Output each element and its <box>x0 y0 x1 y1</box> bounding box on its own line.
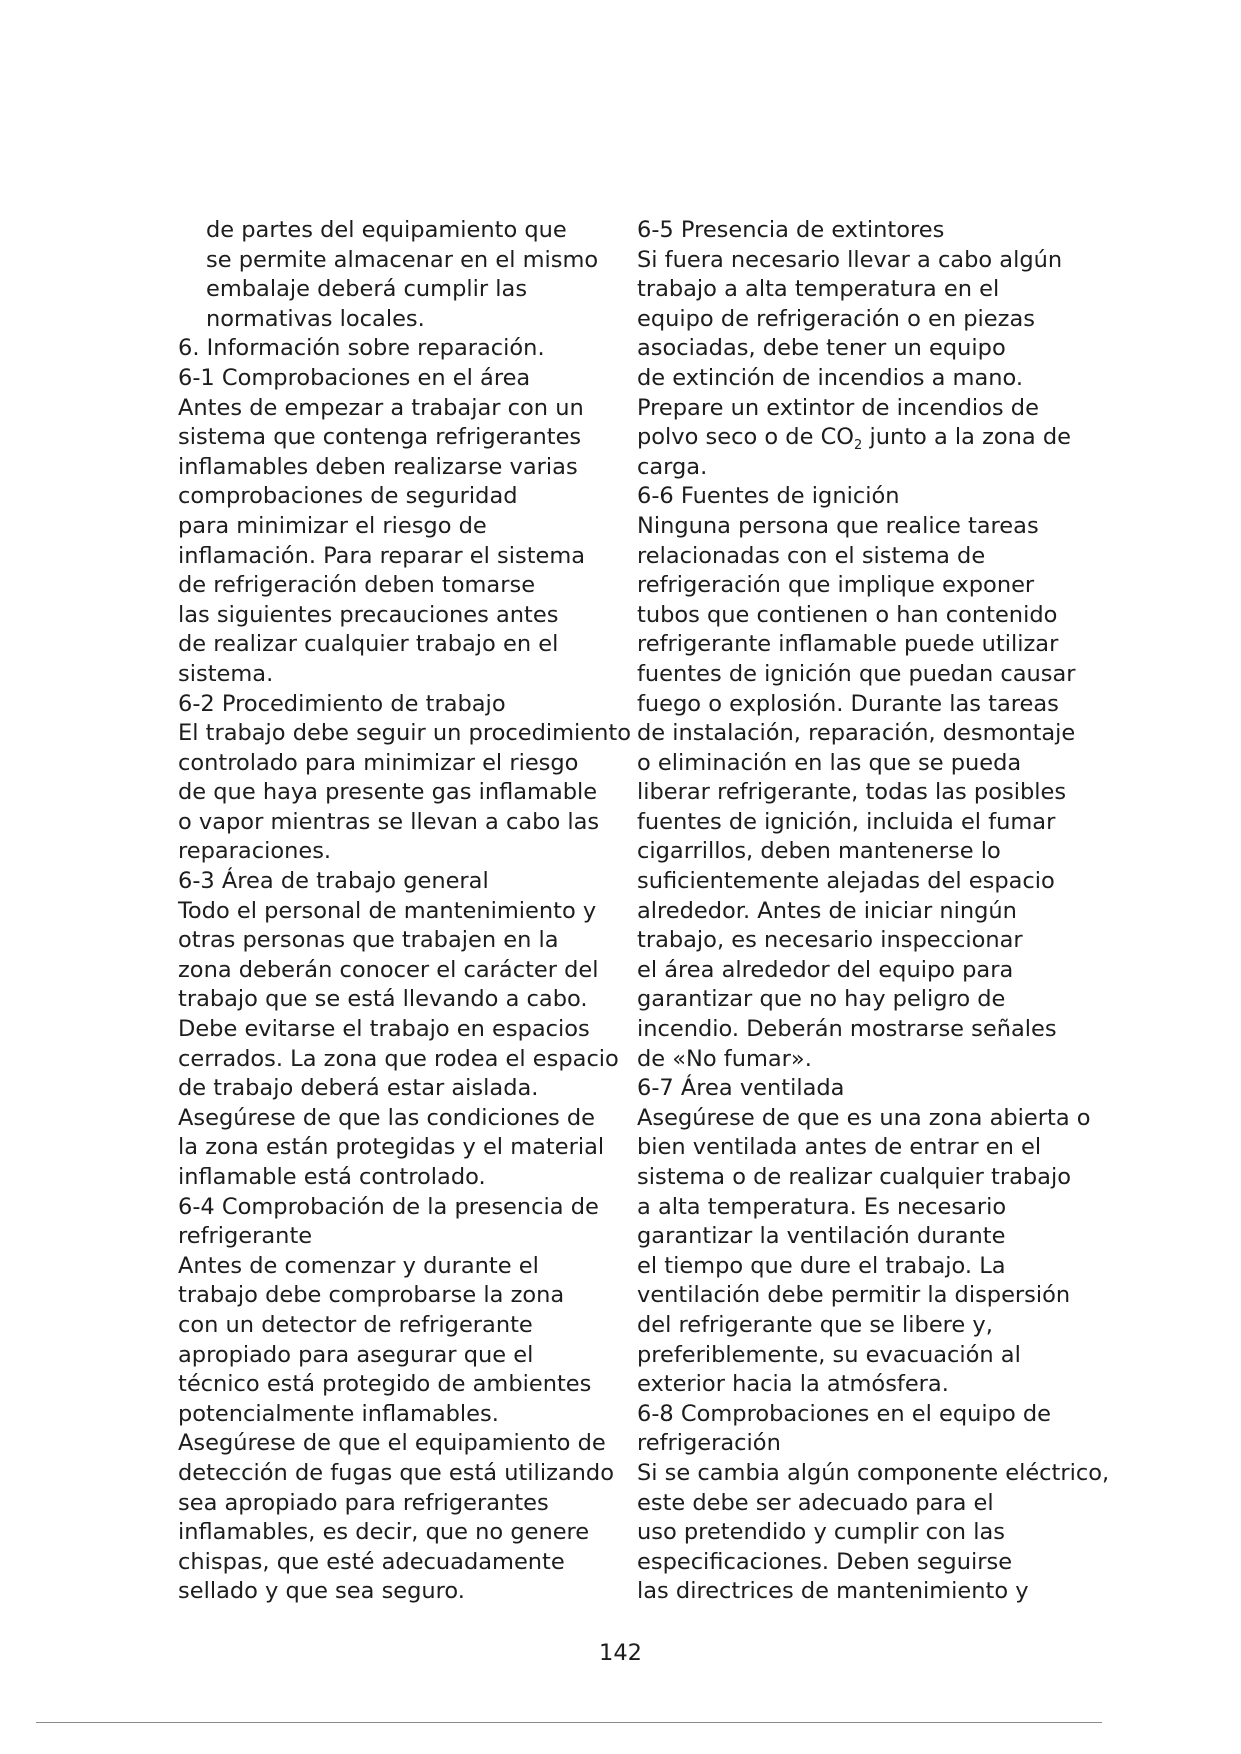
text-line: Asegúrese de que es una zona abierta o <box>637 1104 1091 1131</box>
text-line: chispas, que esté adecuadamente <box>178 1548 565 1575</box>
text-line: este debe ser adecuado para el <box>637 1489 994 1516</box>
section-6-6-heading: 6-6 Fuentes de ignición <box>637 483 900 510</box>
heading-line: 6-4 Comprobación de la presencia de <box>178 1193 599 1220</box>
text-line: de realizar cualquier trabajo en el <box>178 631 559 658</box>
text-line: Ninguna persona que realice tareas <box>637 512 1039 539</box>
text-line: del refrigerante que se libere y, <box>637 1311 993 1338</box>
text-line: de extinción de incendios a mano. <box>637 364 1024 391</box>
text-line: las siguientes precauciones antes <box>178 601 559 628</box>
text-line: liberar refrigerante, todas las posibles <box>637 779 1067 806</box>
text-line: Asegúrese de que el equipamiento de <box>178 1430 606 1457</box>
co2-text-after: junto a la zona de <box>862 424 1071 451</box>
text-line: zona deberán conocer el carácter del <box>178 956 599 983</box>
text-line: reparaciones. <box>178 838 332 865</box>
text-line: Todo el personal de mantenimiento y <box>178 897 597 924</box>
text-line: sistema que contenga refrigerantes <box>178 424 582 451</box>
text-line: El trabajo debe seguir un procedimiento <box>178 720 631 747</box>
text-line: especificaciones. Deben seguirse <box>637 1548 1013 1575</box>
text-line: cigarrillos, deben mantenerse lo <box>637 838 1001 865</box>
text-line: embalaje deberá cumplir las <box>206 276 528 303</box>
text-line: inflamación. Para reparar el sistema <box>178 542 586 569</box>
text-line: la zona están protegidas y el material <box>178 1134 605 1161</box>
text-line: relacionadas con el sistema de <box>637 542 986 569</box>
text-line: carga. <box>637 453 708 480</box>
text-line: ventilación debe permitir la dispersión <box>637 1282 1071 1309</box>
text-line: refrigeración que implique exponer <box>637 572 1035 599</box>
text-line: el área alrededor del equipo para <box>637 956 1014 983</box>
section-6-1-heading: 6-1 Comprobaciones en el área <box>178 364 531 391</box>
page-number: 142 <box>599 1640 642 1666</box>
text-line: trabajo, es necesario inspeccionar <box>637 927 1023 954</box>
co2-line <box>637 423 1087 454</box>
heading-line: 6-8 Comprobaciones en el equipo de <box>637 1400 1051 1427</box>
text-line: Asegúrese de que las condiciones de <box>178 1104 595 1131</box>
left-column <box>178 216 630 1607</box>
section-6-8-paragraph <box>637 1459 1110 1607</box>
text-line: normativas locales. <box>206 305 425 332</box>
text-line: fuego o explosión. Durante las tareas <box>637 690 1059 717</box>
text-line: se permite almacenar en el mismo <box>206 246 599 273</box>
section-6-8-heading <box>637 1400 1087 1459</box>
text-line: inflamables deben realizarse varias <box>178 453 578 480</box>
text-line: de «No fumar». <box>637 1045 812 1072</box>
text-line: asociadas, debe tener un equipo <box>637 335 1006 362</box>
text-line: de instalación, reparación, desmontaje <box>637 720 1076 747</box>
text-line: o vapor mientras se llevan a cabo las <box>178 808 600 835</box>
text-line: alrededor. Antes de iniciar ningún <box>637 897 1017 924</box>
text-line: garantizar que no hay peligro de <box>637 986 1006 1013</box>
text-line: fuentes de ignición que puedan causar <box>637 660 1076 687</box>
text-line: trabajo que se está llevando a cabo. <box>178 986 588 1013</box>
text-line: controlado para minimizar el riesgo <box>178 749 579 776</box>
section-6-7-heading: 6-7 Área ventilada <box>637 1075 845 1102</box>
intro-paragraph <box>178 216 630 334</box>
text-line: de refrigeración deben tomarse <box>178 572 536 599</box>
text-line: Debe evitarse el trabajo en espacios <box>178 1016 590 1043</box>
section-6-5-paragraph <box>637 246 1087 483</box>
co2-subscript: 2 <box>854 438 863 454</box>
text-line: de trabajo deberá estar aislada. <box>178 1075 539 1102</box>
section-6-2-paragraph <box>178 719 630 867</box>
section-6-7-paragraph <box>637 1104 1091 1400</box>
text-line: refrigerante inflamable puede utilizar <box>637 631 1059 658</box>
section-6-heading: 6. Información sobre reparación. <box>178 335 545 362</box>
section-6-1-paragraph <box>178 394 630 690</box>
co2-text: polvo seco o de CO <box>637 424 855 451</box>
bottom-divider <box>36 1722 1102 1723</box>
section-6-3-heading: 6-3 Área de trabajo general <box>178 868 489 895</box>
text-line: Prepare un extintor de incendios de <box>637 394 1039 421</box>
heading-line: refrigeración <box>637 1430 781 1457</box>
text-line: sistema. <box>178 660 274 687</box>
text-line: tubos que contienen o han contenido <box>637 601 1058 628</box>
text-line: sea apropiado para refrigerantes <box>178 1489 549 1516</box>
section-6-6-paragraph <box>637 512 1087 1074</box>
text-line: cerrados. La zona que rodea el espacio <box>178 1045 619 1072</box>
text-line: el tiempo que dure el trabajo. La <box>637 1252 1006 1279</box>
text-line: sistema o de realizar cualquier trabajo <box>637 1164 1071 1190</box>
text-line: detección de fugas que está utilizando <box>178 1459 614 1486</box>
section-6-5-heading: 6-5 Presencia de extintores <box>637 217 945 243</box>
text-line: garantizar la ventilación durante <box>637 1223 1006 1250</box>
text-line: o eliminación en las que se pueda <box>637 749 1022 776</box>
text-line: exterior hacia la atmósfera. <box>637 1371 949 1398</box>
text-line: para minimizar el riesgo de <box>178 512 487 539</box>
text-line: Antes de empezar a trabajar con un <box>178 394 584 421</box>
section-6-2-heading: 6-2 Procedimiento de trabajo <box>178 690 506 717</box>
text-line: potencialmente inflamables. <box>178 1400 499 1427</box>
text-line: preferiblemente, su evacuación al <box>637 1341 1021 1368</box>
text-line: de partes del equipamiento que <box>206 217 567 243</box>
text-line: sellado y que sea seguro. <box>178 1578 465 1605</box>
text-line: técnico está protegido de ambientes <box>178 1371 592 1398</box>
text-line: con un detector de refrigerante <box>178 1311 533 1338</box>
text-line: Antes de comenzar y durante el <box>178 1252 539 1279</box>
text-line: apropiado para asegurar que el <box>178 1341 534 1368</box>
text-line: trabajo a alta temperatura en el <box>637 276 1000 303</box>
text-line: comprobaciones de seguridad <box>178 483 518 510</box>
heading-line: refrigerante <box>178 1223 313 1250</box>
text-line: incendio. Deberán mostrarse señales <box>637 1016 1057 1043</box>
text-line: las directrices de mantenimiento y <box>637 1578 1029 1605</box>
section-6-4-paragraph <box>178 1252 630 1607</box>
text-line: fuentes de ignición, incluida el fumar <box>637 808 1056 835</box>
right-column <box>637 216 1110 1607</box>
section-6-3-paragraph <box>178 897 630 1193</box>
text-line: trabajo debe comprobarse la zona <box>178 1282 565 1309</box>
text-line: de que haya presente gas inflamable <box>178 779 598 806</box>
text-line: equipo de refrigeración o en piezas <box>637 305 1035 332</box>
text-line: uso pretendido y cumplir con las <box>637 1519 1005 1546</box>
text-line: bien ventilada antes de entrar en el <box>637 1134 1042 1161</box>
text-line: Si fuera necesario llevar a cabo algún <box>637 246 1063 273</box>
text-line: Si se cambia algún componente eléctrico, <box>637 1459 1110 1486</box>
text-line: suficientemente alejadas del espacio <box>637 868 1055 895</box>
text-line: otras personas que trabajen en la <box>178 927 559 954</box>
text-line: inflamable está controlado. <box>178 1164 486 1190</box>
text-line: a alta temperatura. Es necesario <box>637 1193 1007 1220</box>
text-line: inflamables, es decir, que no genere <box>178 1519 590 1546</box>
section-6-4-heading <box>178 1193 630 1252</box>
